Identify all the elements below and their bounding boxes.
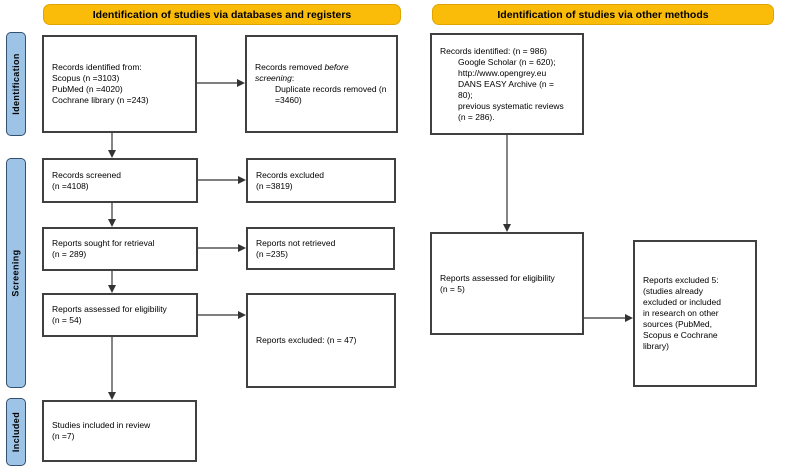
text-line: Reports not retrieved [256, 237, 336, 248]
text-line: (studies already [643, 286, 704, 296]
text-line: previous systematic reviews [458, 100, 564, 111]
text-line: Reports excluded 5: [643, 275, 719, 285]
sidebar-included [6, 398, 26, 466]
text-line: library) [643, 341, 669, 351]
box-reports-excluded-other [633, 240, 757, 387]
text-line: Google Scholar (n = 620); [458, 56, 556, 67]
box-studies-included [42, 400, 197, 462]
sidebar-screening-label: Screening [11, 249, 21, 297]
text-line: =3460) [275, 95, 302, 105]
text-line: Scopus e Cochrane [643, 330, 718, 340]
records-removed-detail [275, 84, 390, 106]
records-identified-other-detail [458, 57, 576, 123]
text-line: Scopus (n =3103) [52, 73, 120, 83]
text-line: 80); [458, 89, 473, 100]
text-line: Records screened [52, 169, 121, 180]
text-line: (n = 5) [440, 283, 465, 294]
sidebar-identification-label: Identification [11, 53, 22, 115]
box-reports-not-retrieved [246, 227, 395, 270]
text-line: Records identified from: [52, 62, 142, 72]
records-removed-heading: Records removed before screening: [255, 62, 349, 83]
text-line: (n =7) [52, 431, 75, 441]
records-identified-other-heading: Records identified: (n = 986) [440, 45, 548, 56]
text-line: Cochrane library (n =243) [52, 95, 149, 105]
text-line: in research on other [643, 308, 719, 318]
text-line: http://www.opengrey.eu [458, 67, 547, 78]
sidebar-included-label: Included [11, 411, 22, 453]
text-line: (n =235) [256, 248, 288, 259]
box-records-removed [245, 35, 398, 133]
box-records-identified-other [430, 33, 584, 135]
text-line: PubMed (n =4020) [52, 84, 123, 94]
text-line: Reports assessed for eligibility [440, 272, 555, 283]
sidebar-identification [6, 32, 26, 136]
text-line: (n = 54) [52, 315, 82, 325]
text-line: (n =4108) [52, 180, 89, 191]
text-line: Reports assessed for eligibility [52, 304, 167, 314]
text-line: DANS EASY Archive (n = [458, 78, 554, 89]
text-line: excluded or included [643, 297, 721, 307]
text-line: (n = 289) [52, 249, 87, 259]
box-reports-excluded-db [246, 293, 396, 388]
text-line: Duplicate records removed (n [275, 84, 387, 94]
text-line: (n = 286). [458, 111, 495, 122]
box-records-excluded [246, 158, 396, 203]
text-line: Reports sought for retrieval [52, 238, 155, 248]
text-line: Records excluded [256, 169, 325, 180]
box-reports-assessed-other [430, 232, 584, 335]
box-reports-sought [42, 227, 198, 271]
box-reports-assessed-db [42, 293, 198, 337]
text-line: Studies included in review [52, 420, 151, 430]
box-records-screened [42, 158, 198, 203]
sidebar-screening [6, 158, 26, 388]
text-line: (n =3819) [256, 180, 293, 191]
records-removed-italic: before screening [255, 62, 349, 83]
header-databases-registers: Identification of studies via databases and registers [43, 4, 401, 25]
text-line: Reports excluded: (n = 47) [256, 335, 357, 345]
box-records-identified-db [42, 35, 197, 133]
text-line: sources (PubMed, [643, 319, 712, 329]
header-other-methods: Identification of studies via other methods [432, 4, 774, 25]
